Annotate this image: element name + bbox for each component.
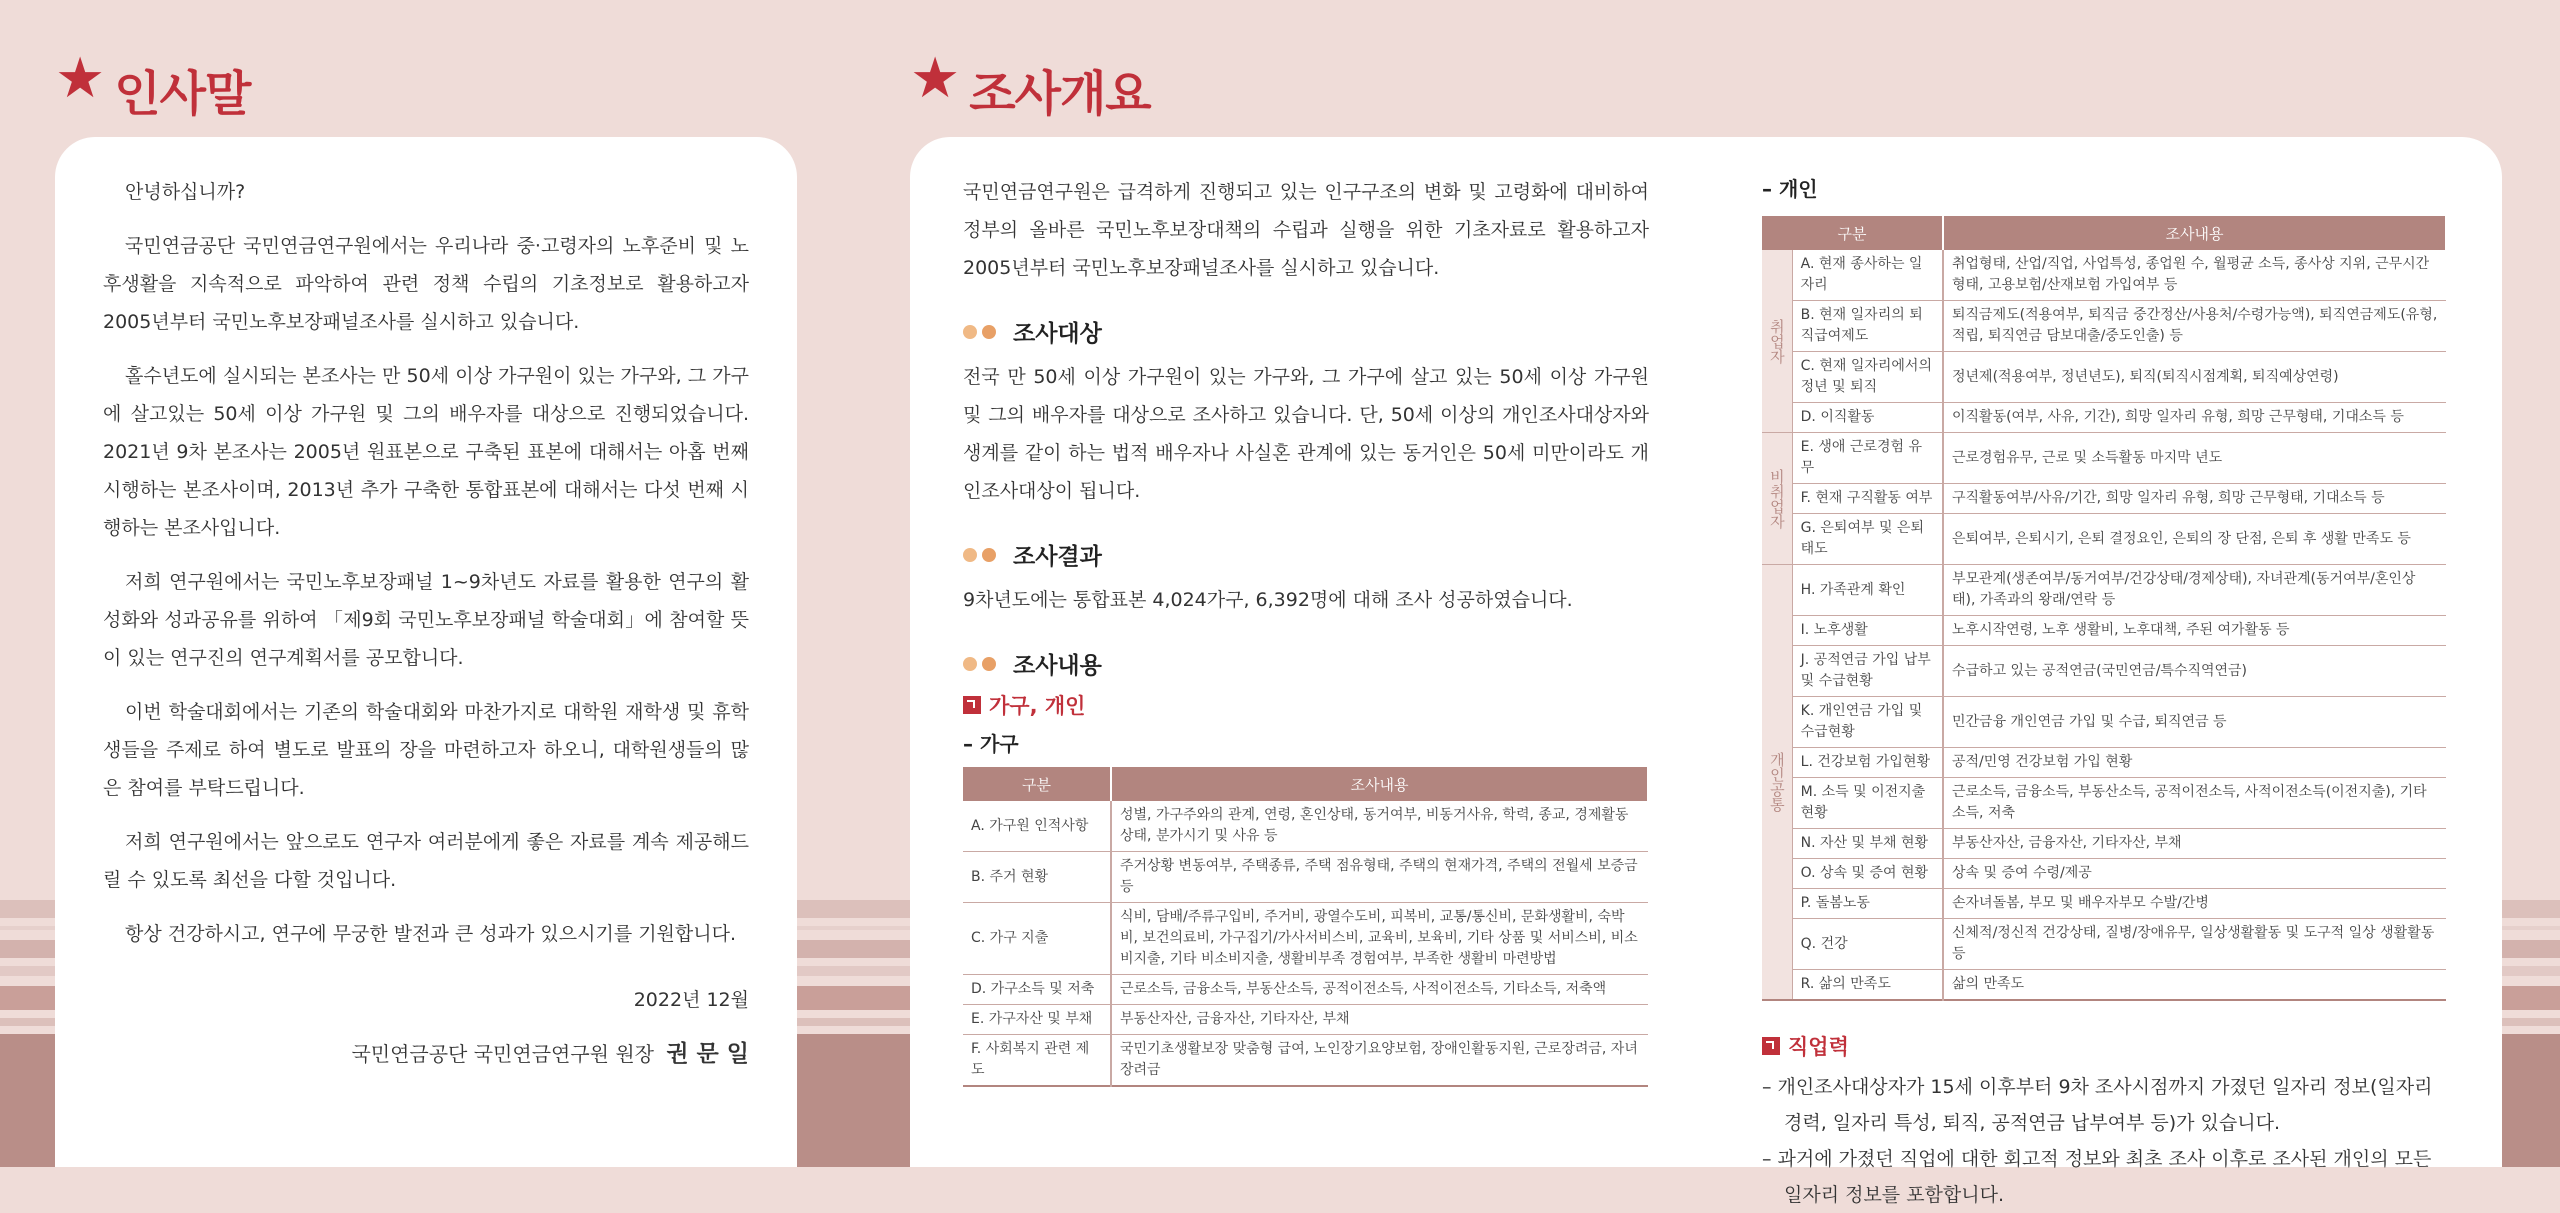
group-label: 비취업자 [1762,433,1792,565]
row-content: 부동산자산, 금융자산, 기타자산, 부채 [1943,829,2446,859]
row-category: D. 이직활동 [1792,403,1943,433]
section-subjects-heading: 조사대상 [963,315,1649,348]
table-row [963,1035,1648,1087]
greeting-panel [55,137,797,1167]
row-content: 부동산자산, 금융자산, 기타자산, 부채 [1111,1005,1648,1035]
overview-column-1 [963,173,1649,1087]
group-label: 취업자 [1762,250,1792,433]
row-category: B. 주거 현황 [963,852,1111,903]
table-row [963,1005,1648,1035]
table-row [1762,514,2446,565]
row-category: M. 소득 및 이전지출 현황 [1792,778,1943,829]
dots-icon [963,548,1001,562]
paragraph: 저희 연구원에서는 앞으로도 연구자 여러분에게 좋은 자료를 계속 제공해드릴 수 있도록 최선을 다할 것입니다. [103,831,749,891]
row-category: C. 현재 일자리에서의 정년 및 퇴직 [1792,352,1943,403]
career-item: – 과거에 가졌던 직업에 대한 회고적 정보와 최초 조사 이후로 조사된 개인의 모든 일자리 정보를 포함합니다. [1762,1148,2432,1206]
row-content: 구직활동여부/사유/기간, 희망 일자리 유형, 희망 근무형태, 기대소득 등 [1943,484,2446,514]
row-category: J. 공적연금 가입 납부 및 수급현황 [1792,646,1943,697]
career-subheading: 직업력 [1762,1031,2447,1061]
dots-icon [963,325,1001,339]
overview-panel [910,137,2502,1206]
table-row [963,903,1648,975]
overview-column-2 [1762,173,2447,1213]
row-content: 식비, 담배/주류구입비, 주거비, 광열수도비, 피복비, 교통/통신비, 문화생활비, 숙박비, 보건의료비, 가구집기/가사서비스비, 교육비, 보육비, 기타 상품 및 서비스비, 비소비지출, 기타 비소비지출, 생활비부족 경험여부, 부족한 생활비 마련방법 [1111,903,1648,975]
row-content: 취업형태, 산업/직업, 사업특성, 종업원 수, 월평균 소득, 종사상 지위, 근무시간 형태, 고용보험/산재보험 가입여부 등 [1943,250,2446,301]
intro-text: 국민연금연구원은 급격하게 진행되고 있는 인구구조의 변화 및 고령화에 대비하여 정부의 올바른 국민노후보장대책의 수립과 실행을 위한 기초자료로 활용하고자 2005년부터 국민노후보장패널조사를 실시하고 있습니다. [963,181,1649,279]
row-content: 상속 및 증여 수령/제공 [1943,859,2446,889]
table-row [1762,697,2446,748]
paragraph: 이번 학술대회에서는 기존의 학술대회와 마찬가지로 대학원 재학생 및 휴학생들을 주제로 하여 별도로 발표의 장을 마련하고자 하오니, 대학원생들의 많은 참여를 부탁드립니다. [103,701,749,799]
greeting-line: 안녕하십니까? [125,181,246,203]
career-item: – 개인조사대상자가 15세 이후부터 9차 조사시점까지 가졌던 일자리 정보(일자리 경력, 일자리 특성, 퇴직, 공적연금 납부여부 등)가 있습니다. [1762,1076,2433,1134]
results-text: 9차년도에는 통합표본 4,024가구, 6,392명에 대해 조사 성공하였습니다. [963,589,1573,611]
table-row [963,975,1648,1005]
greeting-title: ★ 인사말 [55,46,251,122]
table-row [1762,433,2446,484]
table-row [1762,250,2446,301]
row-category: N. 자산 및 부채 현황 [1792,829,1943,859]
table-row [1762,403,2446,433]
table-row [1762,301,2446,352]
paragraph: 국민연금공단 국민연금연구원에서는 우리나라 중·고령자의 노후준비 및 노후생활을 지속적으로 파악하여 관련 정책 수립의 기초정보로 활용하고자 2005년부터 국민노후보장패널조사를 실시하고 있습니다. [103,235,749,333]
table-row [1762,616,2446,646]
signature: 국민연금공단 국민연금연구원 원장 권 문 일 [351,1041,749,1067]
individual-table [1762,216,2447,1001]
row-content: 주거상황 변동여부, 주택종류, 주택 점유형태, 주택의 현재가격, 주택의 전월세 보증금 등 [1111,852,1648,903]
row-content: 근로소득, 금융소득, 부동산소득, 공적이전소득, 사적이전소득, 기타소득, 저축액 [1111,975,1648,1005]
row-category: P. 돌봄노동 [1792,889,1943,919]
table-row [1762,352,2446,403]
row-category: B. 현재 일자리의 퇴직급여제도 [1792,301,1943,352]
table-row [1762,484,2446,514]
paragraph: 저희 연구원에서는 국민노후보장패널 1~9차년도 자료를 활용한 연구의 활성화와 성과공유를 위하여 「제9회 국민노후보장패널 학술대회」에 참여할 뜻이 있는 연구진의 연구계획서를 공모합니다. [103,571,749,669]
row-content: 퇴직금제도(적용여부, 퇴직금 중간정산/사용처/수령가능액), 퇴직연금제도(유형, 적립, 퇴직연금 담보대출/중도인출) 등 [1943,301,2446,352]
household-individual-subheading: 가구, 개인 [963,690,1649,720]
table-header: 구분 [1762,216,1943,250]
row-category: E. 생애 근로경험 유무 [1792,433,1943,484]
row-content: 근로경험유무, 근로 및 소득활동 마지막 년도 [1943,433,2446,484]
row-content: 이직활동(여부, 사유, 기간), 희망 일자리 유형, 희망 근무형태, 기대소득 등 [1943,403,2446,433]
row-content: 국민기초생활보장 맞춤형 급여, 노인장기요양보험, 장애인활동지원, 근로장려금, 자녀장려금 [1111,1035,1648,1087]
paragraph: 홀수년도에 실시되는 본조사는 만 50세 이상 가구원이 있는 가구와, 그 가구에 살고있는 50세 이상 가구원 및 그의 배우자를 대상으로 진행되었습니다. 2021년 9차 본조사는 2005년 원표본으로 구축된 표본에 대해서는 아홉 번째 시행하는 본조사이며, 2013년 추가 구축한 통합표본에 대해서는 다섯 번째 시행하는 본조사입니다. [103,365,749,539]
table-header: 구분 [963,767,1111,801]
table-row [963,852,1648,903]
row-category: D. 가구소득 및 저축 [963,975,1111,1005]
star-icon: ★ [55,46,105,111]
signature-name: 권 문 일 [666,1041,749,1067]
subjects-text: 전국 만 50세 이상 가구원이 있는 가구와, 그 가구에 살고 있는 50세 이상 가구원 및 그의 배우자를 대상으로 조사하고 있습니다. 단, 50세 이상의 개인조사대상자와 생계를 같이 하는 법적 배우자나 사실혼 관계에 있는 동거인은 50세 미만이라도 개인조사대상이 됩니다. [963,366,1649,502]
arrow-box-icon [1762,1037,1780,1055]
row-category: G. 은퇴여부 및 은퇴태도 [1792,514,1943,565]
row-category: I. 노후생활 [1792,616,1943,646]
table-row [1762,748,2446,778]
group-label: 개인공통 [1762,565,1792,1001]
row-category: E. 가구자산 및 부채 [963,1005,1111,1035]
table-row [1762,829,2446,859]
row-category: F. 현재 구직활동 여부 [1792,484,1943,514]
table-row [1762,859,2446,889]
paragraph: 항상 건강하시고, 연구에 무궁한 발전과 큰 성과가 있으시기를 기원합니다. [125,923,737,945]
date: 2022년 12월 [633,989,749,1011]
row-content: 정년제(적용여부, 정년년도), 퇴직(퇴직시점계획, 퇴직예상연령) [1943,352,2446,403]
table-header: 조사내용 [1943,216,2446,250]
row-content: 근로소득, 금융소득, 부동산소득, 공적이전소득, 사적이전소득(이전지출), 기타소득, 저축 [1943,778,2446,829]
household-table [963,767,1649,1087]
row-content: 성별, 가구주와의 관계, 연령, 혼인상태, 동거여부, 비동거사유, 학력, 종교, 경제활동상태, 분가시기 및 사유 등 [1111,801,1648,852]
row-category: O. 상속 및 증여 현황 [1792,859,1943,889]
individual-label: – 개인 [1762,177,1818,201]
row-content: 민간금융 개인연금 가입 및 수급, 퇴직연금 등 [1943,697,2446,748]
row-content: 공적/민영 건강보험 가입 현황 [1943,748,2446,778]
table-row [1762,778,2446,829]
row-content: 부모관계(생존여부/동거여부/건강상태/경제상태), 자녀관계(동거여부/혼인상태), 가족과의 왕래/연락 등 [1943,565,2446,616]
dots-icon [963,657,1001,671]
table-row [1762,889,2446,919]
overview-title: ★ 조사개요 [910,46,1151,122]
table-header: 조사내용 [1111,767,1648,801]
row-content: 신체적/정신적 건강상태, 질병/장애유무, 일상생활활동 및 도구적 일상 생활활동 등 [1943,919,2446,970]
row-content: 삶의 만족도 [1943,970,2446,1001]
table-row [1762,646,2446,697]
star-icon: ★ [910,46,960,111]
row-category: A. 현재 종사하는 일자리 [1792,250,1943,301]
household-label: – 가구 [963,732,1019,756]
table-row [1762,565,2446,616]
table-row [1762,970,2446,1001]
row-content: 손자녀돌봄, 부모 및 배우자부모 수발/간병 [1943,889,2446,919]
row-content: 수급하고 있는 공적연금(국민연금/특수직역연금) [1943,646,2446,697]
table-row [1762,919,2446,970]
row-category: H. 가족관계 확인 [1792,565,1943,616]
section-results-heading: 조사결과 [963,538,1649,571]
row-category: L. 건강보험 가입현황 [1792,748,1943,778]
section-contents-heading: 조사내용 [963,647,1649,680]
table-row [963,801,1648,852]
row-content: 노후시작연령, 노후 생활비, 노후대책, 주된 여가활동 등 [1943,616,2446,646]
row-category: Q. 건강 [1792,919,1943,970]
row-content: 은퇴여부, 은퇴시기, 은퇴 결정요인, 은퇴의 장 단점, 은퇴 후 생활 만족도 등 [1943,514,2446,565]
arrow-box-icon [963,696,981,714]
row-category: R. 삶의 만족도 [1792,970,1943,1001]
row-category: C. 가구 지출 [963,903,1111,975]
row-category: F. 사회복지 관련 제도 [963,1035,1111,1087]
row-category: K. 개인연금 가입 및 수급현황 [1792,697,1943,748]
row-category: A. 가구원 인적사항 [963,801,1111,852]
